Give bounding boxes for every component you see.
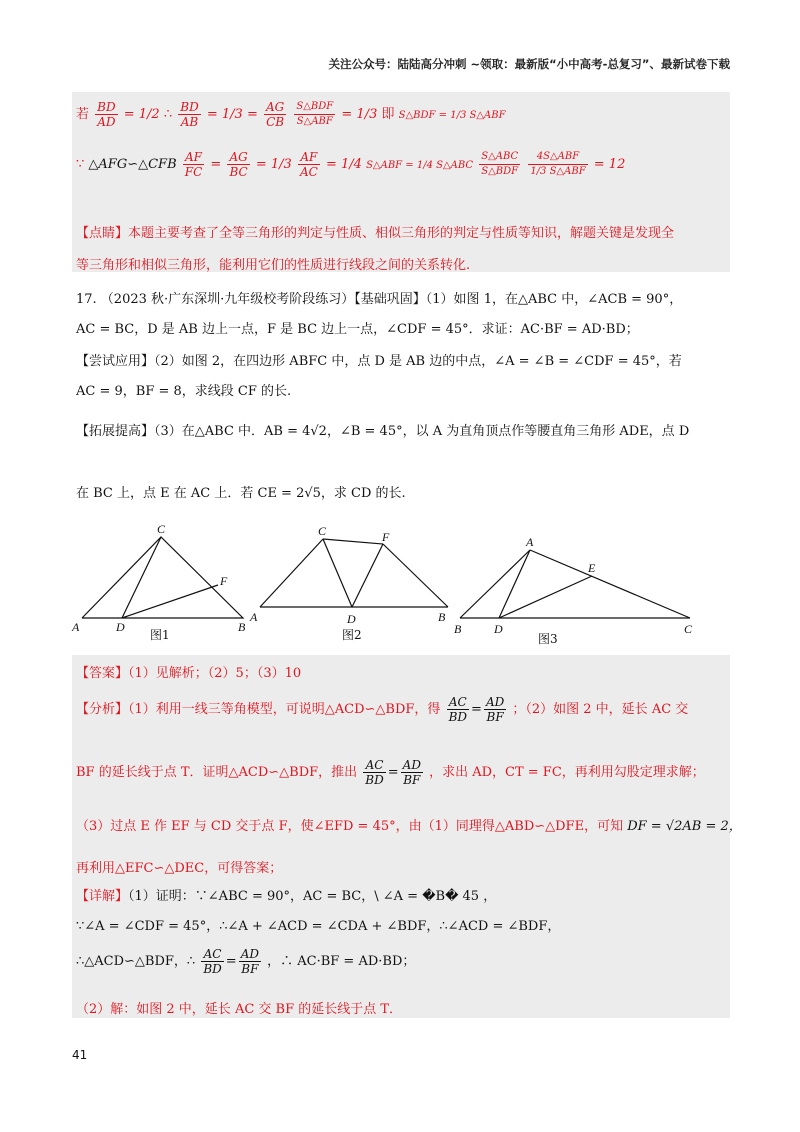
frac-num: S△ABC	[479, 150, 520, 165]
problem-line-6: 在 BC 上，点 E 在 AC 上．若 CE = 2√5，求 CD 的长.	[76, 486, 406, 501]
problem-line-3: 【尝试应用】（2）如图 2，在四边形 ABFC 中，点 D 是 AB 边的中点，∠A = ∠B = ∠CDF = 45°，若	[76, 354, 682, 369]
frac-den: S△BDF	[481, 166, 519, 177]
problem-line-4: AC = 9，BF = 8，求线段 CF 的长.	[76, 384, 292, 399]
fig3-label-b: B	[454, 622, 462, 636]
page-header: 关注公众号：陆陆高分冲刺 ~领取：最新版“小中高考-总复习”、最新试卷下载	[328, 57, 730, 71]
fig2-label-c: C	[318, 524, 327, 538]
fig2-label-f: F	[382, 530, 390, 544]
frac-den: CB	[266, 115, 285, 129]
fraction-area-ratio	[294, 100, 335, 129]
analysis-line-3	[76, 815, 742, 834]
frac-num: AF	[183, 150, 205, 165]
analysis-text: （1）利用一线三等角模型，可说明△ACD∽△BDF，得	[128, 702, 441, 717]
frac-den: FC	[184, 165, 203, 179]
frac-num: S△BDF	[294, 100, 335, 115]
analysis-line-1	[76, 695, 688, 724]
analysis-line-4: 再利用△EFC∽△DEC，可得答案；	[76, 861, 283, 876]
comment-text: 本题主要考查了全等三角形的判定与性质、相似三角形的判定与性质等知识，解题关键是发现全	[128, 226, 675, 241]
fraction-ag-bc	[227, 150, 249, 179]
fig1-label-d: D	[116, 620, 125, 634]
detail-tag: 【详解】	[76, 889, 129, 904]
comment-line-2	[76, 254, 470, 273]
problem-line-5: 【拓展提高】（3）在△ABC 中．AB = 4√2，∠B = 45°，以 A 为直角顶点作等腰直角三角形 ADE，点 D	[76, 424, 690, 439]
math-eq: = 1/3 =	[206, 107, 258, 122]
fig2-label-a: A	[250, 610, 258, 624]
fig1-caption: 图1	[150, 628, 170, 642]
math-eq: = 1/3	[255, 157, 292, 172]
problem-line-2: AC = BC，D 是 AB 边上一点，F 是 BC 边上一点，∠CDF = 45°．求证：AC·BF = AD·BD；	[76, 322, 639, 337]
answer-line	[76, 662, 301, 681]
frac-den: AC	[299, 165, 318, 179]
figures-svg	[60, 515, 710, 650]
problem-line-1: 17. （2023 秋·广东深圳·九年级校考阶段练习）【基础巩固】（1）如图 1，在△ABC 中，∠ACB = 90°，	[76, 292, 683, 307]
fraction-ac-bd	[363, 758, 385, 787]
frac-num: AG	[265, 100, 285, 114]
because-symbol: ∵	[76, 157, 85, 172]
detail-text: ∴△ACD∽△BDF，∴	[76, 954, 196, 969]
solution-line-1	[76, 100, 506, 129]
analysis-text: ；（2）如图 2 中，延长 AC 交	[512, 702, 689, 717]
frac-num: AD	[485, 695, 505, 709]
fraction-ad-bf	[239, 947, 261, 976]
detail-text: （1）证明：∵∠ABC = 90°，AC = BC，\ ∠A = �B� 45 ，	[128, 889, 497, 904]
frac-den: AD	[97, 115, 116, 129]
comment-text: 等三角形和相似三角形，能利用它们的性质进行线段之间的关系转化.	[76, 258, 471, 273]
fig2-label-d: D	[347, 612, 356, 626]
math-result: = 12	[593, 157, 626, 172]
math-eq: =	[225, 954, 237, 969]
fig3-caption: 图3	[538, 632, 558, 646]
fig3-label-c: C	[684, 622, 693, 636]
fig1-label-c: C	[157, 522, 166, 536]
frac-den: BC	[229, 165, 248, 179]
fig2-caption: 图2	[342, 628, 362, 642]
math-eq: = 1/2	[123, 107, 160, 122]
math-mid: S△ABF = 1/4 S△ABC	[366, 160, 474, 171]
frac-den: BF	[486, 710, 504, 724]
frac-den: S△ABF	[296, 116, 333, 127]
frac-den: BF	[241, 962, 259, 976]
fraction-bd-ab	[178, 100, 200, 129]
fraction-bd-ad	[95, 100, 117, 129]
answer-text: （1）见解析；（2）5；（3）10	[128, 666, 302, 681]
frac-num: AD	[240, 947, 259, 961]
comment-line-1	[76, 222, 674, 241]
fraction-ad-bf	[484, 695, 506, 724]
frac-num: BD	[180, 100, 199, 114]
fig1-label-b: B	[238, 620, 246, 634]
fig3-label-d: D	[494, 622, 503, 636]
frac-num: AC	[447, 695, 469, 710]
fig1-label-a: A	[72, 620, 80, 634]
frac-den: AB	[180, 115, 199, 129]
math-eq: =	[210, 157, 222, 172]
math-tail: S△BDF = 1/3 S△ABF	[398, 110, 506, 121]
fraction-ad-bf	[401, 758, 423, 787]
fig3-label-e: E	[588, 561, 596, 575]
detail-text: ，∴ AC·BF = AD·BD；	[267, 954, 416, 969]
analysis-tag: 【分析】	[76, 702, 129, 717]
frac-num: AC	[201, 947, 223, 962]
text-ji: 即	[381, 107, 395, 122]
fraction-ac-bd	[201, 947, 223, 976]
math-eq: =	[387, 765, 399, 780]
analysis-text: BF 的延长线于点 T．证明△ACD∽△BDF，推出	[76, 765, 358, 780]
frac-num: AF	[298, 150, 320, 165]
math-eq: = 1/3	[341, 107, 378, 122]
detail-line-3	[76, 947, 415, 976]
fraction-af-ac	[298, 150, 320, 179]
solution-line-2	[76, 150, 625, 179]
analysis-text: （3）过点 E 作 EF 与 CD 交于点 F，使∠EFD = 45°，由（1）同理得△ABD∽△DFE，可知	[76, 819, 624, 834]
therefore-symbol: ∴	[163, 107, 173, 122]
frac-den: BD	[203, 962, 222, 976]
analysis-line-2	[76, 758, 705, 787]
page-number: 41	[72, 1048, 88, 1062]
frac-den: BD	[365, 773, 384, 787]
frac-num: AD	[402, 758, 421, 772]
comment-tag: 【点睛】	[76, 226, 129, 241]
fraction-ac-bd	[447, 695, 469, 724]
fraction-ag-cb	[264, 100, 286, 129]
math-eq: = 1/4	[325, 157, 362, 172]
frac-num: 4S△ABF	[528, 150, 587, 165]
frac-num: AG	[229, 150, 248, 164]
frac-den: 1/3 S△ABF	[530, 166, 586, 177]
frac-den: BF	[403, 773, 421, 787]
text-if: 若	[76, 107, 90, 122]
detail-line-2: ∵∠A = ∠CDF = 45°，∴∠A + ∠ACD = ∠CDA + ∠BDF，∴∠ACD = ∠BDF，	[76, 919, 561, 934]
math-df: DF = √2AB = 2，	[627, 819, 742, 834]
fig3-label-a: A	[526, 535, 534, 549]
fraction-area-result	[528, 150, 587, 179]
math-eq: =	[471, 702, 482, 717]
detail-line-4: （2）解：如图 2 中，延长 AC 交 BF 的延长线于点 T．	[76, 1002, 403, 1017]
frac-num: BD	[97, 100, 116, 114]
similar-triangles: △AFG∽△CFB	[88, 157, 177, 172]
frac-num: AC	[363, 758, 385, 773]
analysis-text: ，求出 AD，CT = FC，再利用勾股定理求解；	[429, 765, 705, 780]
fraction-area-abc-bdf	[479, 150, 520, 179]
detail-line-1	[76, 885, 496, 904]
fig1-label-f: F	[220, 574, 228, 588]
fig2-label-b: B	[438, 610, 446, 624]
fraction-af-fc	[183, 150, 205, 179]
answer-tag: 【答案】	[76, 666, 129, 681]
frac-den: BD	[448, 710, 468, 724]
